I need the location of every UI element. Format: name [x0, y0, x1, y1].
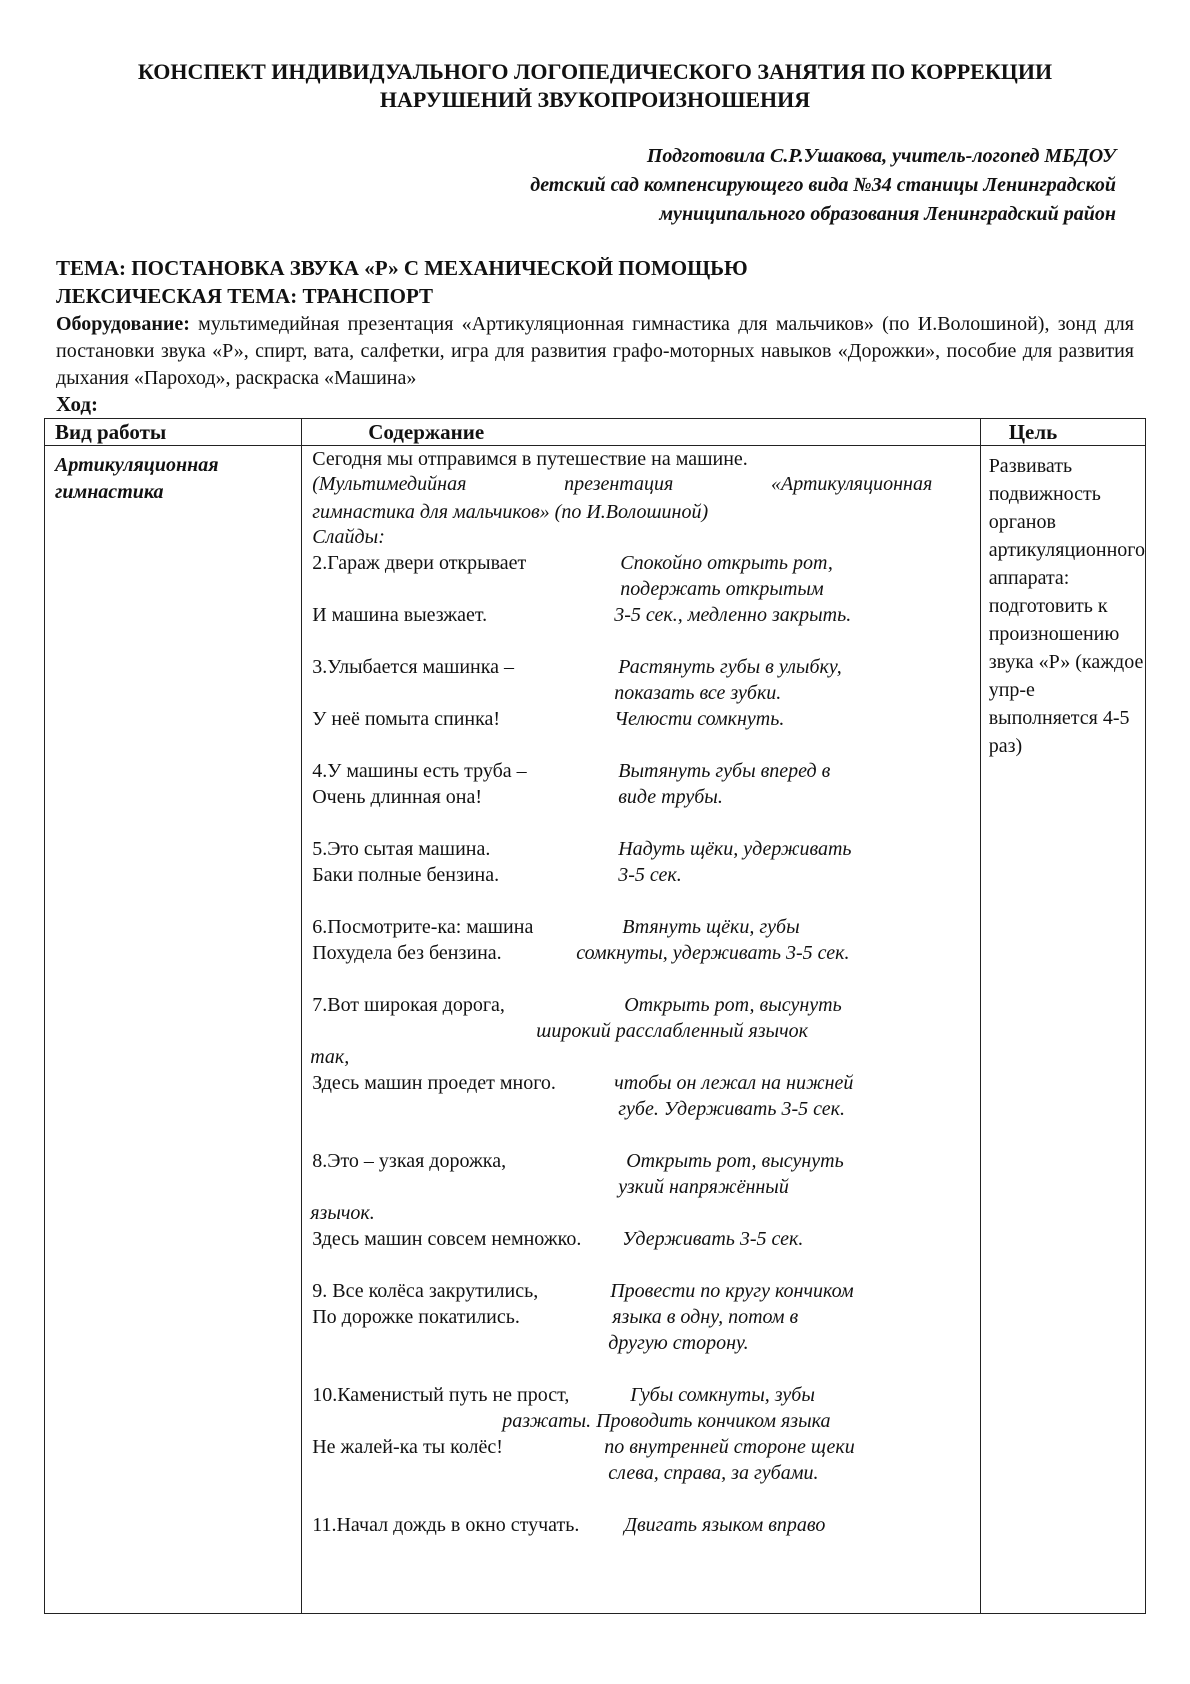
- presentation-word-2: презентация: [564, 473, 674, 495]
- instruction-line: разжаты. Проводить кончиком языка: [502, 1410, 831, 1432]
- verse-line: Здесь машин совсем немножко.: [312, 1228, 582, 1250]
- table-row: [45, 446, 1146, 1614]
- verse-line: 7.Вот широкая дорога,: [312, 994, 505, 1016]
- instruction-line: Вытянуть губы вперед в: [618, 760, 831, 782]
- instruction-line: Открыть рот, высунуть: [626, 1150, 844, 1172]
- presentation-word-3: «Артикуляционная: [770, 473, 933, 495]
- verse-line: 3.Улыбается машинка –: [312, 656, 515, 678]
- verse-line: Баки полные бензина.: [312, 864, 500, 886]
- author-line-3: муниципального образования Ленинградский район: [659, 203, 1116, 225]
- instruction-line: слева, справа, за губами.: [608, 1462, 819, 1484]
- instruction-line: Открыть рот, высунуть: [624, 994, 842, 1016]
- table-header-row: [45, 419, 1146, 446]
- instruction-line: Растянуть губы в улыбку,: [618, 656, 842, 678]
- equipment-text: мультимедийная презентация «Артикуляционная гимнастика для мальчиков» (по И.Волошиной), зонд для постановки звука «Р», спирт, вата, салфетки, игра для развития графо-моторных навыков «Дорожки», пособие для развития дыхания «Пароход», раскраска «Машина»: [56, 313, 1134, 389]
- verse-line: 5.Это сытая машина.: [312, 838, 491, 860]
- lesson-topic: ТЕМА: ПОСТАНОВКА ЗВУКА «Р» С МЕХАНИЧЕСКОЙ ПОМОЩЬЮ: [56, 256, 748, 280]
- instruction-line: так,: [310, 1046, 350, 1068]
- verse-line: 10.Каменистый путь не прост,: [312, 1384, 570, 1406]
- type-of-work-cell: Артикуляционная гимнастика: [45, 446, 302, 1614]
- instruction-line: чтобы он лежал на нижней: [614, 1072, 854, 1094]
- instruction-line: Надуть щёки, удерживать: [618, 838, 852, 860]
- verse-line: Очень длинная она!: [312, 786, 483, 808]
- instruction-line: показать все зубки.: [614, 682, 782, 704]
- author-block: [296, 142, 1116, 229]
- author-line-2: детский сад компенсирующего вида №34 станицы Ленинградской: [530, 174, 1116, 196]
- instruction-line: подержать открытым: [620, 578, 824, 600]
- content-cell: [302, 446, 980, 1614]
- verse-line: И машина выезжает.: [312, 604, 488, 626]
- author-line-1: Подготовила С.Р.Ушакова, учитель-логопед МБДОУ: [646, 145, 1116, 167]
- instruction-line: узкий напряжённый: [618, 1176, 789, 1198]
- content-intro: Сегодня мы отправимся в путешествие на машине.: [312, 448, 748, 470]
- header-content: Содержание: [302, 419, 980, 446]
- instruction-line: Втянуть щёки, губы: [622, 916, 800, 938]
- instruction-line: сомкнуты, удерживать 3-5 сек.: [576, 942, 850, 964]
- instruction-line: Двигать языком вправо: [624, 1514, 826, 1536]
- equipment-paragraph: [56, 311, 1134, 392]
- instruction-line: широкий расслабленный язычок: [536, 1020, 808, 1042]
- verse-line: 9. Все колёса закрутились,: [312, 1280, 539, 1302]
- presentation-word-1: (Мультимедийная: [312, 473, 467, 495]
- title-line-1: КОНСПЕКТ ИНДИВИДУАЛЬНОГО ЛОГОПЕДИЧЕСКОГО ЗАНЯТИЯ ПО КОРРЕКЦИИ: [137, 59, 1053, 84]
- instruction-line: языка в одну, потом в: [612, 1306, 799, 1328]
- verse-line: 2.Гараж двери открывает: [312, 552, 527, 574]
- goal-cell: Развивать подвижность органов артикуляционного аппарата: подготовить к произношению звука «Р» (каждое упр-е выполняется 4-5 раз): [980, 446, 1145, 1614]
- verse-line: По дорожке покатились.: [312, 1306, 520, 1328]
- presentation-line-2: гимнастика для мальчиков» (по И.Волошиной): [312, 501, 709, 523]
- instruction-line: 3-5 сек., медленно закрыть.: [614, 604, 852, 626]
- slides-label: Слайды:: [312, 526, 385, 548]
- instruction-line: язычок.: [310, 1202, 375, 1224]
- content-presentation: [312, 470, 932, 526]
- verse-line: Здесь машин проедет много.: [312, 1072, 556, 1094]
- instruction-line: 3-5 сек.: [618, 864, 682, 886]
- document-title: [60, 58, 1130, 114]
- instruction-line: Провести по кругу кончиком: [610, 1280, 854, 1302]
- instruction-line: Удерживать 3-5 сек.: [622, 1228, 804, 1250]
- header-goal: Цель: [980, 419, 1145, 446]
- instruction-line: другую сторону.: [608, 1332, 749, 1354]
- instruction-line: по внутренней стороне щеки: [604, 1436, 855, 1458]
- progress-label: Ход:: [56, 392, 99, 416]
- verse-line: 8.Это – узкая дорожка,: [312, 1150, 507, 1172]
- verse-line: 6.Посмотрите-ка: машина: [312, 916, 534, 938]
- verse-line: 11.Начал дождь в окно стучать.: [312, 1514, 580, 1536]
- instruction-line: губе. Удерживать 3-5 сек.: [618, 1098, 845, 1120]
- instruction-line: виде трубы.: [618, 786, 723, 808]
- lexical-topic: ЛЕКСИЧЕСКАЯ ТЕМА: ТРАНСПОРТ: [56, 284, 434, 308]
- header-type-of-work: Вид работы: [45, 419, 302, 446]
- verse-line: Похудела без бензина.: [312, 942, 502, 964]
- instruction-line: Губы сомкнуты, зубы: [630, 1384, 815, 1406]
- equipment-label: Оборудование:: [56, 313, 190, 335]
- verse-line: Не жалей-ка ты колёс!: [312, 1436, 503, 1458]
- instruction-line: Челюсти сомкнуть.: [614, 708, 785, 730]
- instruction-line: Спокойно открыть рот,: [620, 552, 833, 574]
- lesson-table: [44, 418, 1146, 1614]
- verse-line: У неё помыта спинка!: [312, 708, 501, 730]
- title-line-2: НАРУШЕНИЙ ЗВУКОПРОИЗНОШЕНИЯ: [379, 87, 811, 112]
- verse-line: 4.У машины есть труба –: [312, 760, 527, 782]
